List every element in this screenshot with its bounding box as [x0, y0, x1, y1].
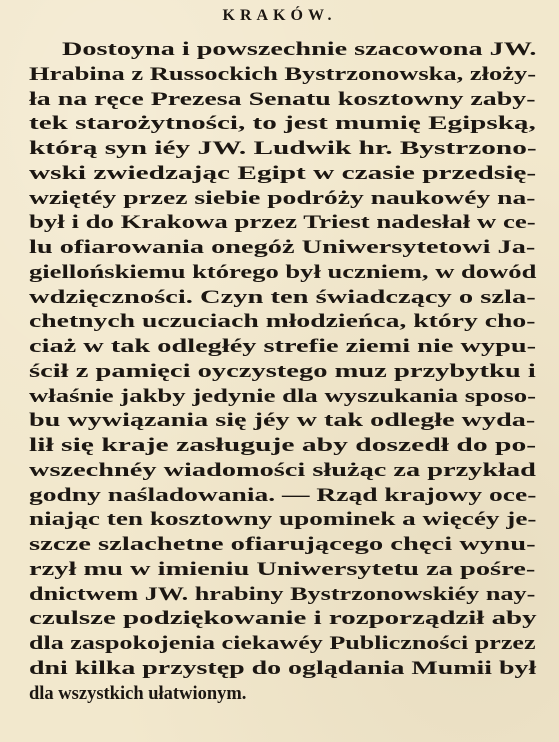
article-line: dla wszystkich ułatwionym.	[29, 683, 247, 704]
article-line: ścił z pamięci oyczystego muz przybytku i	[29, 361, 536, 382]
article-line: ciaż w tak odległéy strefie ziemi nie wypu-	[29, 337, 537, 357]
article-line: szcze szlachetne ofiarującego chęci wynu-	[29, 535, 536, 555]
article-line: ła na ręce Prezesa Senatu kosztowny zaby-	[29, 89, 536, 110]
article-line: chetnych uczuciach młodzieńca, który cho-	[29, 312, 536, 333]
article-line: lu ofiarowania onegóż Uniwersytetowi Ja-	[29, 238, 536, 258]
article-line: Dostoyna i powszechnie szacowona JW.	[62, 40, 537, 60]
article-line: czulsze podziękowanie i rozporządził aby	[29, 609, 537, 630]
article-line: wdzięczności. Czyn ten świadczący o szla-	[29, 287, 536, 308]
article-line: wszechnéy wiadomości służąc za przykład	[29, 460, 536, 481]
article-line: niając ten kosztowny upominek a więcéy je-	[29, 510, 537, 531]
article-line: wski zwiedzając Egipt w czasie przedsię-	[29, 163, 537, 184]
article-line: dnictwem JW. hrabiny Bystrzonowskiéy nay-	[29, 584, 536, 605]
article-line: którą syn iéy JW. Ludwik hr. Bystrzono-	[29, 139, 537, 159]
article-line: giellońskiemu którego był uczniem, w dowód	[29, 262, 537, 283]
article-line: właśnie jakby jedynie dla wyszukania sposo-	[29, 386, 537, 407]
article-line: był i do Krakowa przez Triest nadesłał w ce-	[29, 213, 536, 234]
article-line: lił się kraje zasługuje aby doszedł do po-	[29, 436, 537, 456]
article-line: godny naśladowania. — Rząd krajowy oce-	[29, 485, 537, 506]
article-line: bu wywiązania się jéy w tak odległe wyda-	[29, 411, 536, 432]
article-line: tek starożytności, to jest mumię Egipską,	[29, 114, 536, 135]
article-line: dla zaspokojenia ciekawéy Publiczności przez	[29, 634, 536, 654]
article-line: rzył mu w imieniu Uniwersytetu za pośre-	[29, 559, 536, 580]
article-line: wziętéy przez siebie podróży naukowéy na-	[29, 188, 536, 209]
article-line: Hrabina z Russockich Bystrzonowska, złoży-	[29, 64, 537, 85]
article-line: dni kilka przystęp do oglądania Mumii był	[29, 658, 537, 679]
article-heading: KRAKÓW.	[222, 7, 337, 24]
